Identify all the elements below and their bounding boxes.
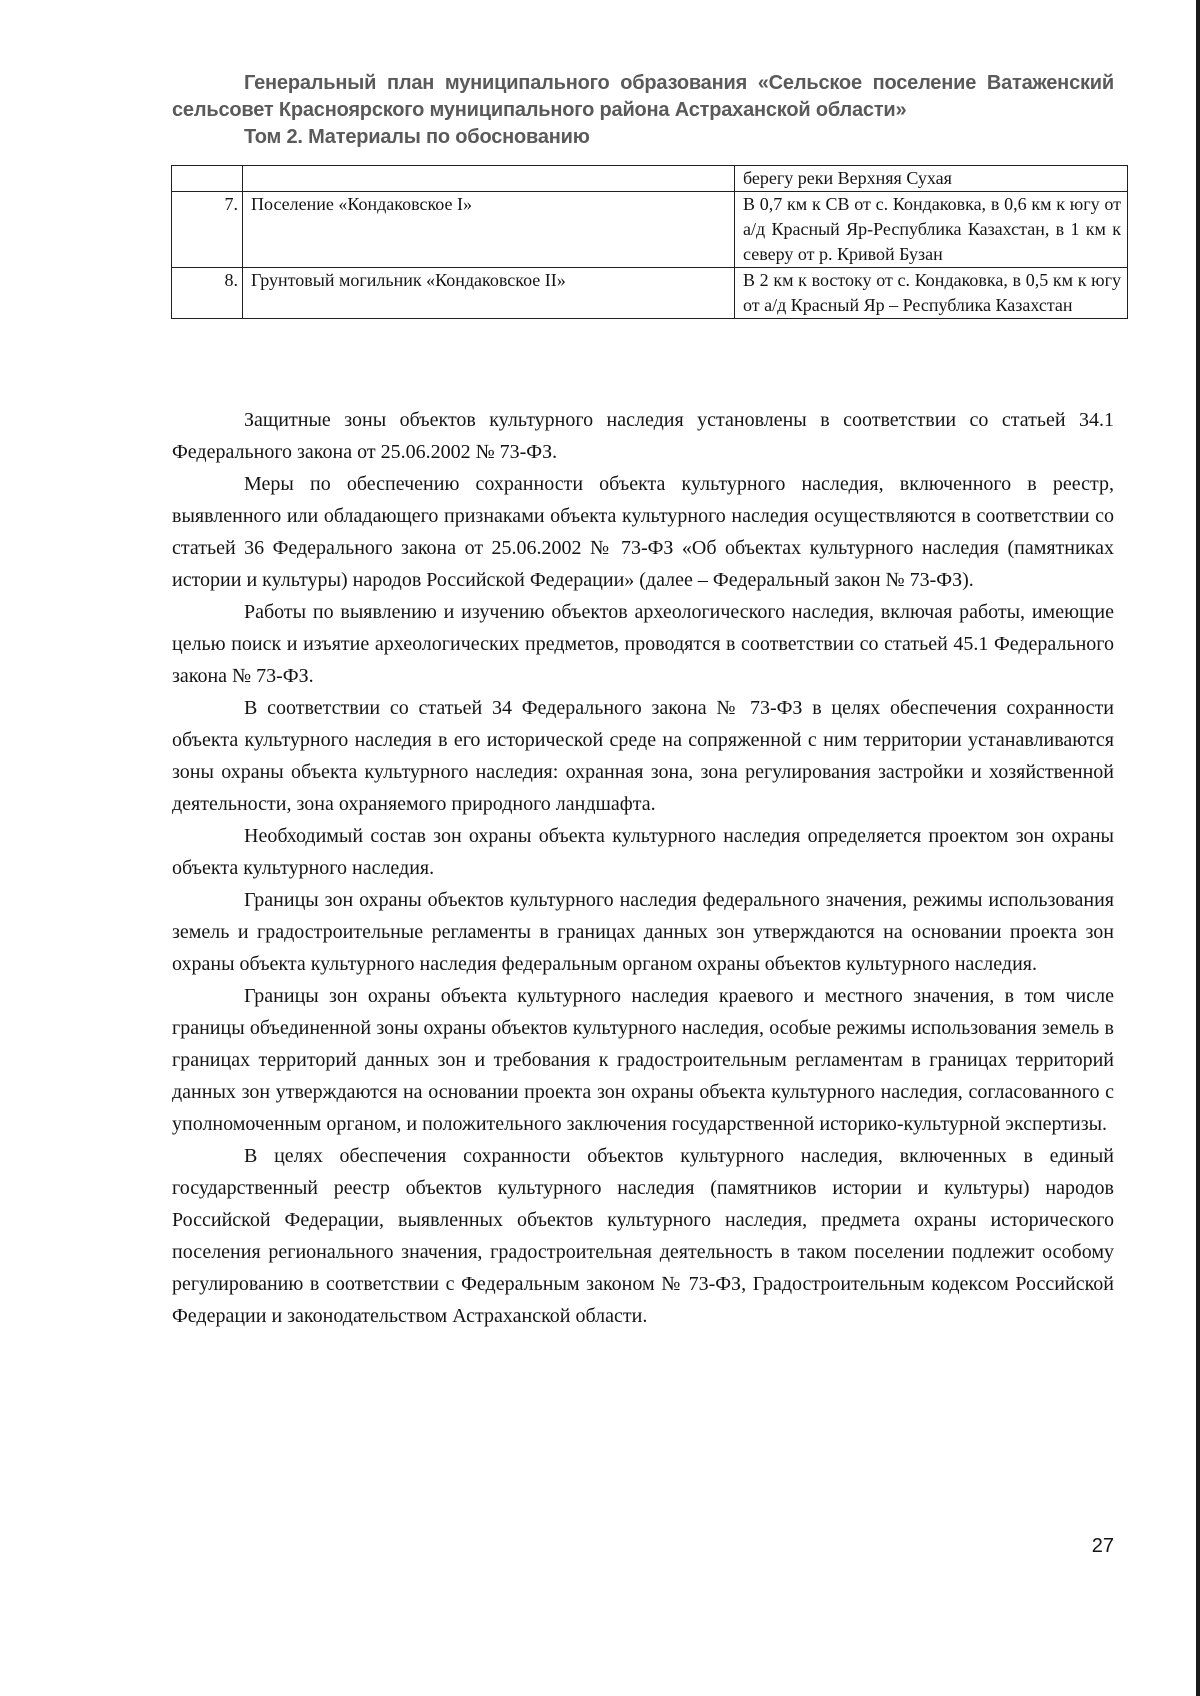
site-name: Поселение «Кондаковское I» (243, 192, 735, 268)
heritage-sites-table (171, 165, 1128, 319)
paragraph: Необходимый состав зон охраны объекта культурного наследия определяется проектом зон охраны объекта культурного наследия. (172, 825, 1114, 879)
site-name: Грунтовый могильник «Кондаковское II» (243, 268, 735, 319)
paragraph: Работы по выявлению и изучению объектов археологического наследия, включая работы, имеющие целью поиск и изъятие археологических предметов, проводятся в соответствии со статьей 45.1 Федерального закона № 73-ФЗ. (172, 601, 1114, 687)
site-location: В 2 км к востоку от с. Кондаковка, в 0,5 км к югу от а/д Красный Яр – Республика Казахстан (735, 268, 1128, 319)
page-number: 27 (1091, 1535, 1114, 1557)
site-location: берегу реки Верхняя Сухая (735, 166, 1128, 192)
row-number (172, 166, 243, 192)
site-location: В 0,7 км к СВ от с. Кондаковка, в 0,6 км к югу от а/д Красный Яр-Республика Казахстан, в 1 км к северу от р. Кривой Бузан (735, 192, 1128, 268)
paragraph: Меры по обеспечению сохранности объекта культурного наследия, включенного в реестр, выявленного или обладающего признаками объекта культурного наследия осуществляются в соответствии со статьей 36 Федерального закона от 25.06.2002 № 73-ФЗ «Об объектах культурного наследия (памятниках истории и культуры) народов Российской Федерации» (далее – Федеральный закон № 73-ФЗ). (172, 473, 1114, 591)
table-row (172, 268, 1128, 319)
header-volume: Том 2. Материалы по обоснованию (244, 126, 590, 148)
header-line-2: сельсовет Красноярского муниципального района Астраханской области» (172, 99, 907, 121)
page-edge (1196, 0, 1200, 1696)
body-text (172, 404, 1114, 1332)
paragraph: Границы зон охраны объекта культурного наследия краевого и местного значения, в том числе границы объединенной зоны охраны объектов культурного наследия, особые режимы использования земель в границах территорий данных зон и требования к градостроительным регламентам в границах территорий данных зон утверждаются на основании проекта зон охраны объекта культурного наследия, согласованного с уполномоченным органом, и положительного заключения государственной историко-культурной экспертизы. (172, 985, 1114, 1135)
paragraph: Границы зон охраны объектов культурного наследия федерального значения, режимы использования земель и градостроительные регламенты в границах данных зон утверждаются на основании проекта зон охраны объекта культурного наследия федеральным органом охраны объектов культурного наследия. (172, 889, 1114, 975)
paragraph: В целях обеспечения сохранности объектов культурного наследия, включенных в единый государственный реестр объектов культурного наследия (памятников истории и культуры) народов Российской Федерации, выявленных объектов культурного наследия, предмета охраны исторического поселения регионального значения, градостроительная деятельность в таком поселении подлежит особому регулированию в соответствии с Федеральным законом № 73-ФЗ, Градостроительным кодексом Российской Федерации и законодательством Астраханской области. (172, 1145, 1114, 1327)
table-row (172, 166, 1128, 192)
document-header (172, 70, 1114, 151)
table-row (172, 192, 1128, 268)
row-number: 8. (172, 268, 243, 319)
site-name (243, 166, 735, 192)
row-number: 7. (172, 192, 243, 268)
header-line-1: Генеральный план муниципального образования «Сельское поселение Ватаженский (244, 72, 1114, 94)
paragraph: В соответствии со статьей 34 Федерального закона № 73-ФЗ в целях обеспечения сохранности объекта культурного наследия в его исторической среде на сопряженной с ним территории устанавливаются зоны охраны объекта культурного наследия: охранная зона, зона регулирования застройки и хозяйственной деятельности, зона охраняемого природного ландшафта. (172, 697, 1114, 815)
paragraph: Защитные зоны объектов культурного наследия установлены в соответствии со статьей 34.1 Федерального закона от 25.06.2002 № 73-ФЗ. (172, 409, 1114, 463)
